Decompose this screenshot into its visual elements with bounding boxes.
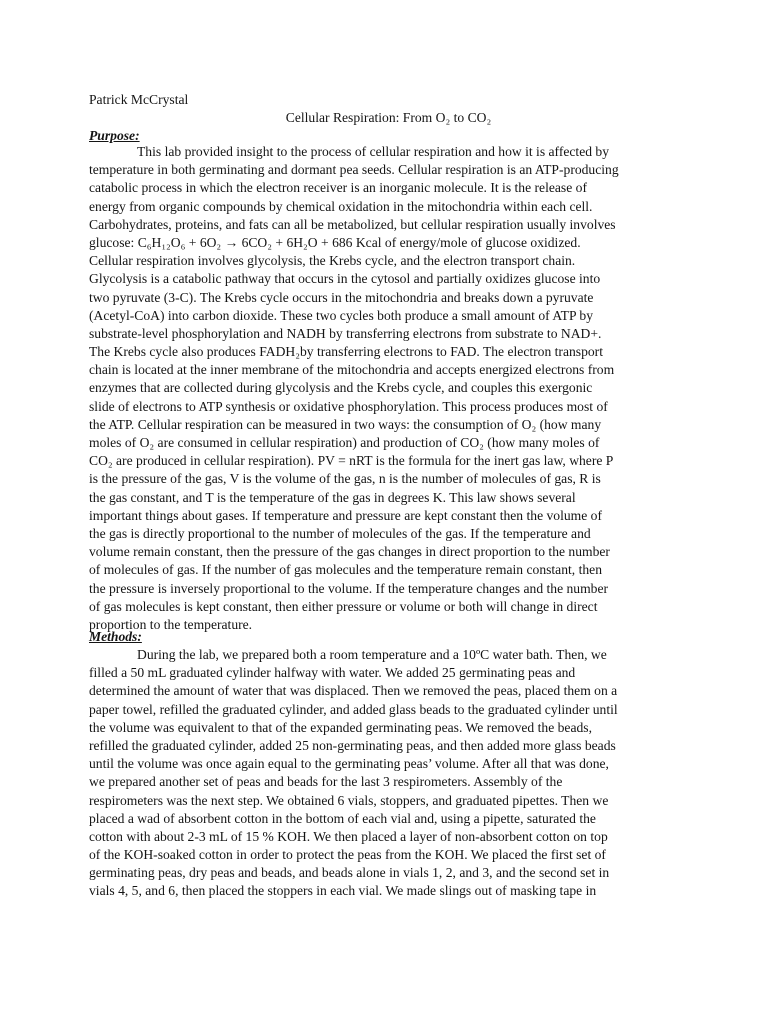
text-line: the gas constant, and T is the temperature of the gas in degrees K. This law shows several — [89, 489, 576, 505]
text-line: The Krebs cycle also produces FADH₂by transferring electrons to FAD. The electron transport — [89, 344, 603, 360]
text-line: energy from organic compounds by chemical oxidation in the mitochondria within each cell. — [89, 198, 593, 214]
methods-heading: Methods: — [89, 629, 142, 644]
text-line: of molecules of gas. If the number of gas molecules and the temperature remain constant, then — [89, 562, 602, 578]
text-line: of the KOH-soaked cotton in order to protect the peas from the KOH. We placed the first set of — [89, 847, 606, 863]
text-line: Cellular respiration involves glycolysis, the Krebs cycle, and the electron transport chain. — [89, 253, 576, 269]
text-line: of gas molecules is kept constant, then either pressure or volume or both will change in direct — [89, 598, 598, 614]
text-line: important things about gases. If temperature and pressure are kept constant then the volume of — [89, 507, 603, 523]
text-line: paper towel, refilled the graduated cylinder, and added glass beads to the graduated cylinder until — [89, 701, 618, 717]
text-line: During the lab, we prepared both a room temperature and a 10ºC water bath. Then, we — [137, 647, 607, 662]
text-line: germinating peas, dry peas and beads, and beads alone in vials 1, 2, and 3, and the second set in — [89, 865, 610, 881]
text-line: temperature in both germinating and dormant pea seeds. Cellular respiration is an ATP-producing — [89, 162, 619, 178]
text-line: glucose: C₆H₁₂O₆ + 6O₂ → 6CO₂ + 6H₂O + 686 Kcal of energy/mole of glucose oxidized. — [89, 234, 581, 250]
text-line: the gas is directly proportional to the number of molecules of the gas. If the temperature and — [89, 525, 591, 541]
text-line: substrate-level phosphorylation and NADH by transferring electrons from substrate to NAD+. — [89, 325, 602, 341]
text-line: respirometers was the next step. We obtained 6 vials, stoppers, and graduated pipettes. Then we — [89, 792, 609, 808]
text-line: the pressure is inversely proportional to the volume. If the temperature changes and the number — [89, 580, 609, 596]
text-line: volume remain constant, then the pressure of the gas changes in direct proportion to the number — [89, 544, 610, 560]
text-line: chain is located at the inner membrane of the mitochondria and accepts energized electrons from — [89, 362, 615, 378]
text-line: catabolic process in which the electron receiver is an inorganic molecule. It is the release of — [89, 180, 587, 196]
text-line: (Acetyl-CoA) into carbon dioxide. These two cycles both produce a small amount of ATP by — [89, 307, 593, 323]
text-line: determined the amount of water that was displaced. Then we removed the peas, placed them on a — [89, 683, 618, 699]
text-line: enzymes that are collected during glycolysis and the Krebs cycle, and couples this exergonic — [89, 380, 593, 396]
text-line: This lab provided insight to the process of cellular respiration and how it is affected by — [137, 144, 610, 159]
text-line: is the pressure of the gas, V is the volume of the gas, n is the number of molecules of gas, R is — [89, 471, 601, 487]
text-line: moles of O₂ are consumed in cellular respiration) and production of CO₂ (how many moles of — [89, 435, 600, 450]
text-line: we prepared another set of peas and beads for the last 3 respirometers. Assembly of the — [89, 774, 563, 790]
text-line: filled a 50 mL graduated cylinder halfway with water. We added 25 germinating peas and — [89, 665, 576, 681]
text-line: slide of electrons to ATP synthesis or oxidative phosphorylation. This process produces most of — [89, 398, 608, 414]
purpose-heading: Purpose: — [89, 128, 140, 143]
text-line: proportion to the temperature. — [89, 616, 253, 632]
text-line: refilled the graduated cylinder, added 25 non-germinating peas, and then added more glass beads — [89, 737, 616, 753]
text-line: cotton with about 2-3 mL of 15 % KOH. We then placed a layer of non-absorbent cotton on top — [89, 828, 608, 844]
text-line: Glycolysis is a catabolic pathway that occurs in the cytosol and partially oxidizes glucose into — [89, 271, 601, 287]
text-line: the ATP. Cellular respiration can be measured in two ways: the consumption of O₂ (how many — [89, 416, 602, 432]
text-line: Carbohydrates, proteins, and fats can all be metabolized, but cellular respiration usually involves — [89, 216, 616, 232]
text-line: until the volume was once again equal to the germinating peas’ volume. After all that was done, — [89, 756, 609, 772]
text-line: the volume was equivalent to that of the expanded germinating peas. We removed the beads, — [89, 719, 592, 735]
text-line: CO₂ are produced in cellular respiration). PV = nRT is the formula for the inert gas law, where P — [89, 453, 614, 469]
purpose-paragraph — [89, 143, 619, 634]
methods-paragraph — [89, 646, 618, 901]
text-line: placed a wad of absorbent cotton in the bottom of each vial and, using a pipette, saturated the — [89, 810, 596, 826]
author-name: Patrick McCrystal — [89, 92, 189, 107]
document-title: Cellular Respiration: From O₂ to CO₂ — [285, 110, 492, 125]
text-line: vials 4, 5, and 6, then placed the stoppers in each vial. We made slings out of masking tape in — [89, 883, 597, 899]
text-line: two pyruvate (3-C). The Krebs cycle occurs in the mitochondria and breaks down a pyruvate — [89, 289, 594, 305]
